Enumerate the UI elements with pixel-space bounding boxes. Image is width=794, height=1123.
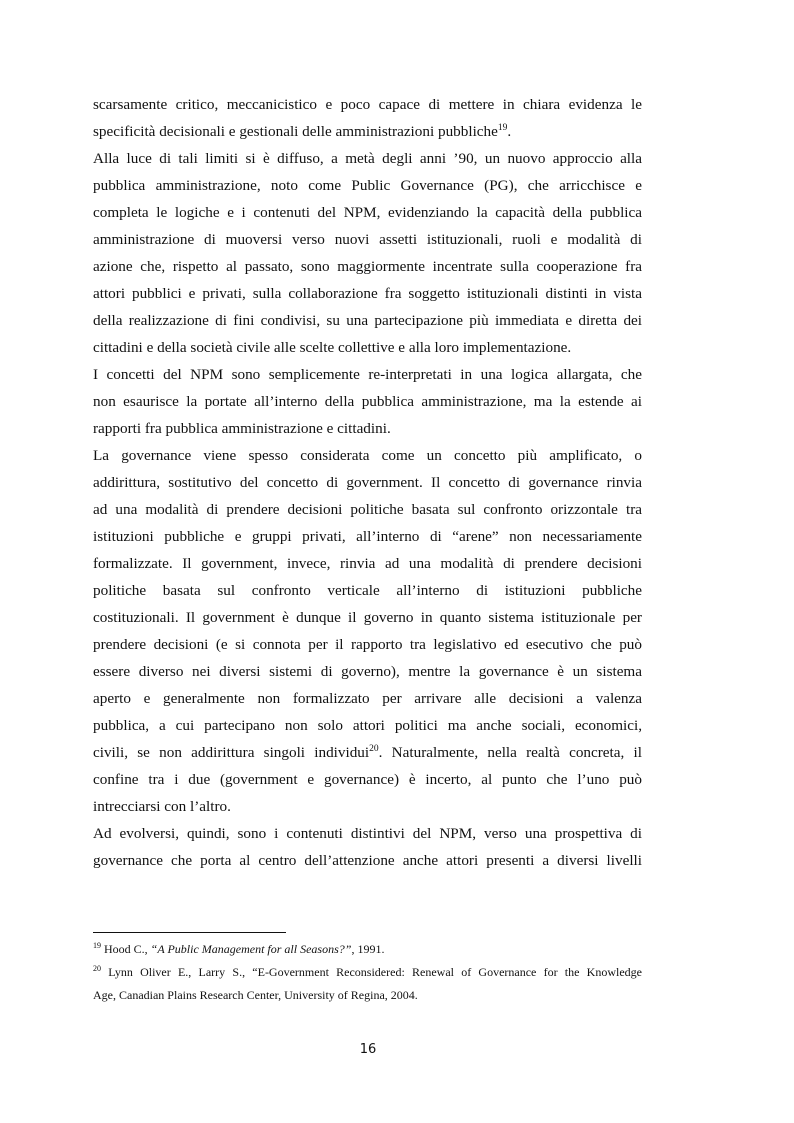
text-line: prendere decisioni (e si connota per il rapporto tra legislativo ed esecutivo che può bbox=[93, 636, 642, 653]
text-line: intrecciarsi con l’altro. bbox=[93, 798, 231, 815]
text-line: politiche basata sul confronto verticale all’interno di istituzioni pubbliche bbox=[93, 582, 642, 599]
text-line: pubblica amministrazione, noto come Public Governance (PG), che arricchisce e bbox=[93, 177, 642, 194]
page-number: 16 bbox=[359, 1042, 377, 1057]
text-line: governance che porta al centro dell’attenzione anche attori presenti a diversi livelli bbox=[93, 852, 642, 869]
text-line: scarsamente critico, meccanicistico e poco capace di mettere in chiara evidenza le bbox=[93, 96, 642, 113]
text-line: essere diverso nei diversi sistemi di governo), mentre la governance è un sistema bbox=[93, 663, 642, 680]
text-line: addirittura, sostitutivo del concetto di government. Il concetto di governance rinvia bbox=[93, 474, 642, 491]
text-line: formalizzate. Il government, invece, rinvia ad una modalità di prendere decisioni bbox=[93, 555, 642, 572]
text-line: confine tra i due (government e governance) è incerto, al punto che l’uno può bbox=[93, 771, 642, 788]
body-text bbox=[93, 91, 642, 874]
text-line: costituzionali. Il government è dunque il governo in quanto sistema istituzionale per bbox=[93, 609, 642, 626]
text-line: La governance viene spesso considerata come un concetto più amplificato, o bbox=[93, 447, 642, 464]
text-line: attori pubblici e privati, sulla collaborazione fra soggetto istituzionali distinti in vista bbox=[93, 285, 642, 302]
footnote-ref-19[interactable]: 19 bbox=[497, 122, 508, 133]
text-line: rapporti fra pubblica amministrazione e cittadini. bbox=[93, 420, 391, 437]
text-line: cittadini e della società civile alle scelte collettive e alla loro implementazione. bbox=[93, 339, 572, 356]
footnotes bbox=[93, 938, 642, 1007]
text-line: amministrazione di muoversi verso nuovi assetti istituzionali, ruoli e modalità di bbox=[93, 231, 642, 248]
text-line: completa le logiche e i contenuti del NPM, evidenziando la capacità della pubblica bbox=[93, 204, 642, 221]
footnote-separator bbox=[93, 932, 286, 933]
text-line: pubblica, a cui partecipano non solo attori politici ma anche sociali, economici, bbox=[93, 717, 642, 734]
text-line: civili, se non addirittura singoli individui$^{20}$. Naturalmente, nella realtà concreta, il bbox=[93, 743, 642, 761]
text-line: istituzioni pubbliche e gruppi privati, all’interno di “arene” non necessariamente bbox=[93, 528, 642, 545]
text-line: non esaurisce la portate all’interno della pubblica amministrazione, ma la estende ai bbox=[93, 393, 642, 410]
footnote-20-continued: Age, Canadian Plains Research Center, University of Regina, 2004. bbox=[93, 988, 418, 1002]
footnote-ref-20[interactable]: 20 bbox=[369, 743, 379, 754]
text-line: della realizzazione di fini condivisi, su una partecipazione più immediata e diretta dei bbox=[93, 312, 642, 329]
text-line: I concetti del NPM sono semplicemente re-interpretati in una logica allargata, che bbox=[93, 366, 642, 383]
text-line: specificità decisionali e gestionali delle amministrazioni pubbliche$^{19}$. bbox=[93, 122, 512, 140]
text-line: Ad evolversi, quindi, sono i contenuti distintivi del NPM, verso una prospettiva di bbox=[93, 825, 642, 842]
footnote-20: $^{20}$ Lynn Oliver E., Larry S., “E-Government Reconsidered: Renewal of Governance for the Knowledge bbox=[93, 964, 642, 979]
text-line: azione che, rispetto al passato, sono maggiormente incentrate sulla cooperazione fra bbox=[93, 258, 642, 275]
text-line: aperto e generalmente non formalizzato per arrivare alle decisioni a valenza bbox=[93, 690, 642, 707]
footnote-19: $^{19}$ Hood C., “A Public Management for all Seasons?”, 1991. bbox=[93, 941, 385, 956]
text-line: ad una modalità di prendere decisioni politiche basata sul confronto orizzontale tra bbox=[93, 501, 642, 518]
text-line: Alla luce di tali limiti si è diffuso, a metà degli anni ’90, un nuovo approccio alla bbox=[93, 150, 642, 167]
